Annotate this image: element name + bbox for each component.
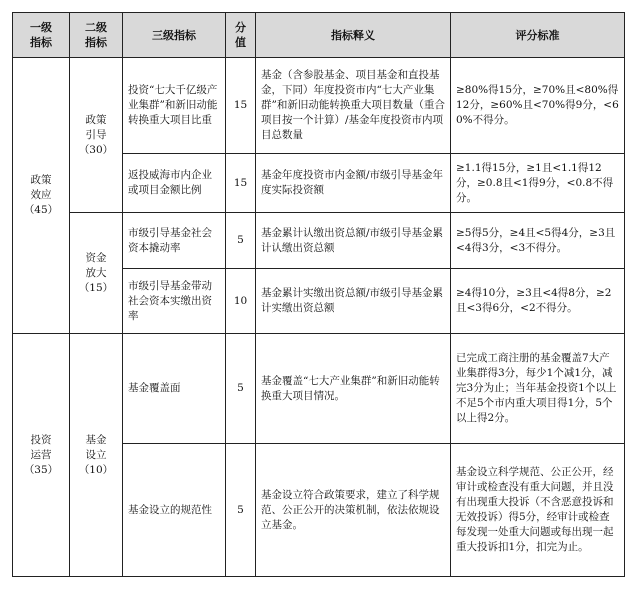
score-cell: 15 xyxy=(226,154,256,213)
header-level2: 二级 指标 xyxy=(70,13,123,58)
score-cell: 10 xyxy=(226,269,256,334)
header-criteria: 评分标准 xyxy=(451,13,625,58)
criteria-cell: ≥4得10分，≥3且<4得8分，≥2且<3得6分，<2不得分。 xyxy=(451,269,625,334)
table-header-row xyxy=(13,13,625,58)
definition-cell: 基金累计认缴出资总额/市级引导基金累计认缴出资总额 xyxy=(256,213,451,269)
header-definition: 指标释义 xyxy=(256,13,451,58)
header-score: 分 值 xyxy=(226,13,256,58)
definition-cell: 基金年度投资市内金额/市级引导基金年度实际投资额 xyxy=(256,154,451,213)
level3-cell: 基金设立的规范性 xyxy=(123,444,226,577)
score-cell: 5 xyxy=(226,444,256,577)
level3-cell: 返投威海市内企业或项目金额比例 xyxy=(123,154,226,213)
definition-cell: 基金设立符合政策要求，建立了科学规范、公正公开的决策机制，依法依规设立基金。 xyxy=(256,444,451,577)
level2-cell: 资金 放大 （15） xyxy=(70,213,123,334)
level1-cell: 投资 运营 （35） xyxy=(13,334,70,577)
level2-cell: 基金 设立 （10） xyxy=(70,334,123,577)
score-cell: 5 xyxy=(226,213,256,269)
criteria-cell: ≥5得5分，≥4且<5得4分，≥3且<4得3分，<3不得分。 xyxy=(451,213,625,269)
level3-cell: 投资“七大千亿级产业集群”和新旧动能转换重大项目比重 xyxy=(123,58,226,154)
level3-cell: 市级引导基金社会资本撬动率 xyxy=(123,213,226,269)
score-cell: 5 xyxy=(226,334,256,444)
criteria-cell: ≥80%得15分，≥70%且<80%得12分，≥60%且<70%得9分，<60%不得分。 xyxy=(451,58,625,154)
criteria-cell: 已完成工商注册的基金覆盖7大产业集群得3分，每少1个减1分，减完3分为止；当年基金投资1个以上不足5个市内重大项目得1分，5个以上得2分。 xyxy=(451,334,625,444)
level1-cell: 政策 效应 （45） xyxy=(13,58,70,334)
definition-cell: 基金覆盖“七大产业集群”和新旧动能转换重大项目情况。 xyxy=(256,334,451,444)
level3-cell: 基金覆盖面 xyxy=(123,334,226,444)
header-level3: 三级指标 xyxy=(123,13,226,58)
evaluation-table xyxy=(12,12,625,577)
table-row xyxy=(13,213,625,269)
level2-cell: 政策 引导 （30） xyxy=(70,58,123,213)
definition-cell: 基金累计实缴出资总额/市级引导基金累计实缴出资总额 xyxy=(256,269,451,334)
definition-cell: 基金（含参股基金、项目基金和直投基金，下同）年度投资市内“七大产业集群”和新旧动能转换重大项目数量（重合项目按一个计算）/基金年度投资市内项目总数量 xyxy=(256,58,451,154)
score-cell: 15 xyxy=(226,58,256,154)
level3-cell: 市级引导基金带动社会资本实缴出资率 xyxy=(123,269,226,334)
header-level1: 一级 指标 xyxy=(13,13,70,58)
criteria-cell: ≥1.1得15分，≥1且<1.1得12分，≥0.8且<1得9分，<0.8不得分。 xyxy=(451,154,625,213)
criteria-cell: 基金设立科学规范、公正公开，经审计或检查没有重大问题，并且没有出现重大投诉（不含恶意投诉和无效投诉）得5分，经审计或检查每发现一处重大问题或每出现一起重大投诉扣1分，扣完为止。 xyxy=(451,444,625,577)
table-row xyxy=(13,334,625,444)
table-row xyxy=(13,58,625,154)
